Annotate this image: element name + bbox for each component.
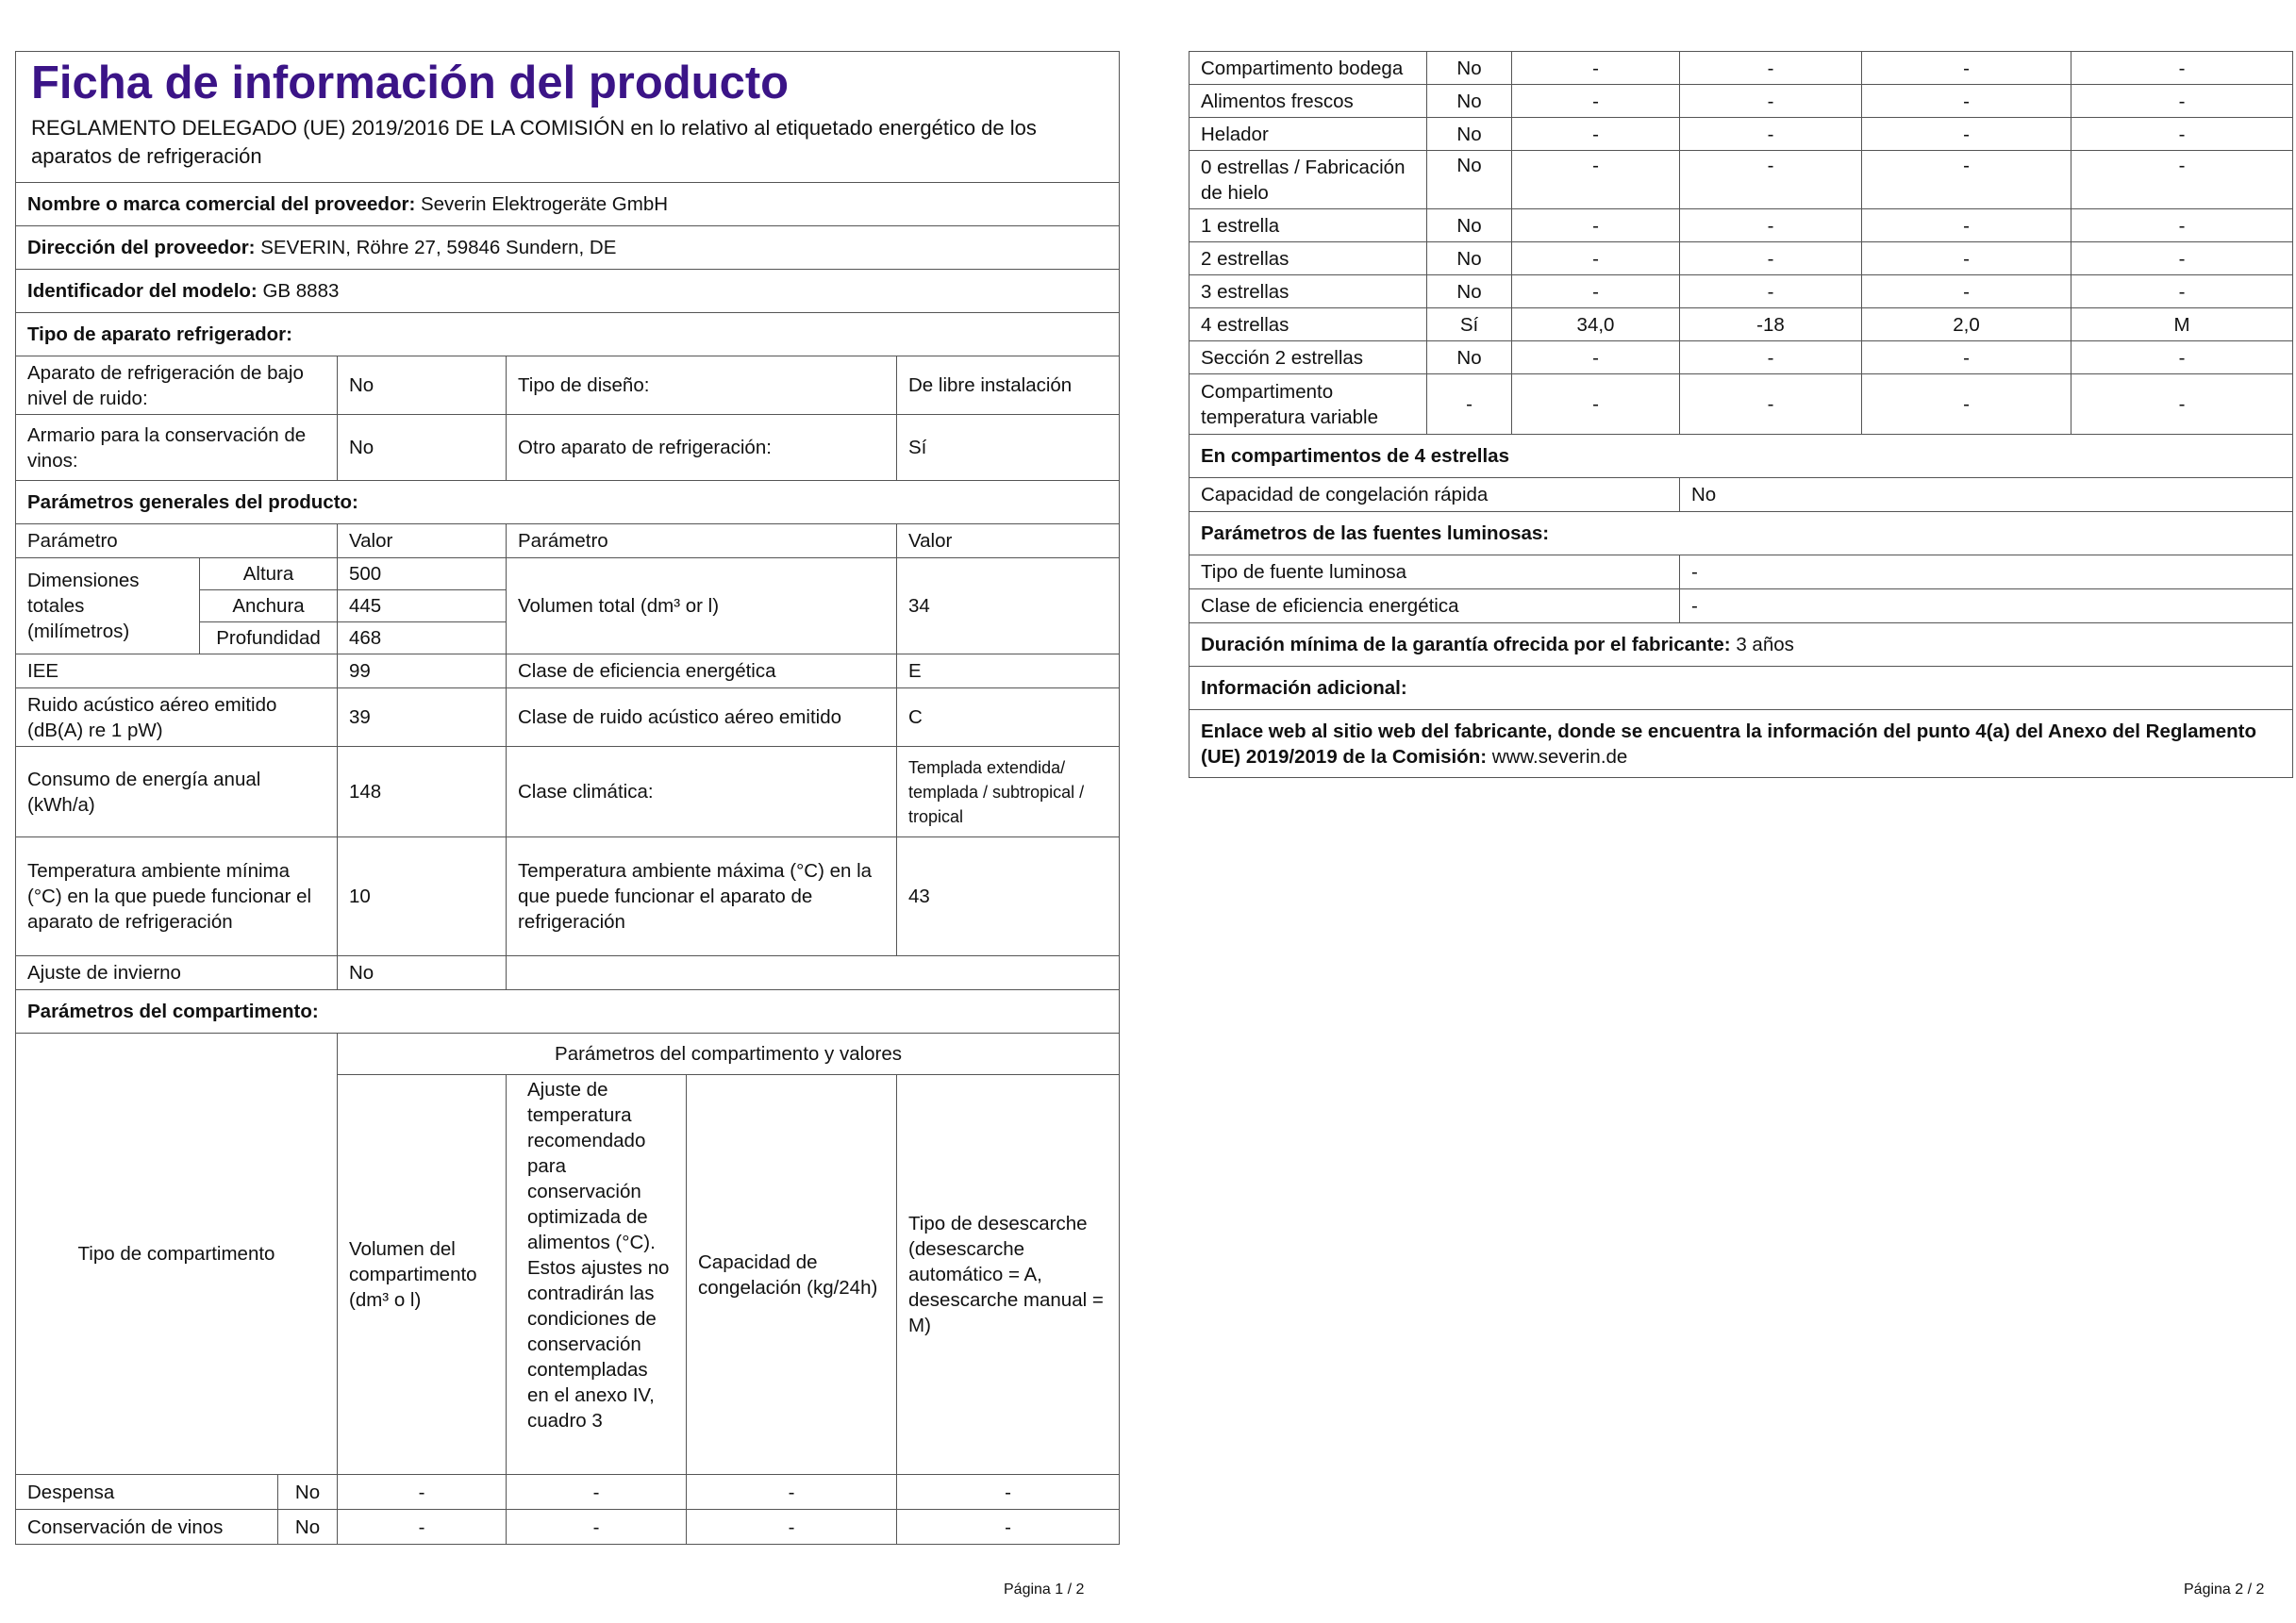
general-params-heading: Parámetros generales del producto: xyxy=(16,481,1120,524)
row-defrost: - xyxy=(2071,209,2293,242)
row-volume: - xyxy=(338,1475,507,1510)
row-temp: - xyxy=(1680,52,1862,85)
row-present: - xyxy=(1427,374,1512,435)
param-header: Parámetro xyxy=(16,524,338,558)
additional-info-heading: Información adicional: xyxy=(1190,667,2293,710)
row-name: Sección 2 estrellas xyxy=(1190,341,1427,374)
value-header-2: Valor xyxy=(897,524,1120,558)
noise-value: 39 xyxy=(338,688,507,747)
row-defrost: - xyxy=(2071,374,2293,435)
fast-freeze-label: Capacidad de congelación rápida xyxy=(1190,478,1680,512)
volume-label: Volumen total (dm³ or l) xyxy=(507,558,897,654)
compartment-values-header: Parámetros del compartimento y valores xyxy=(338,1034,1120,1075)
design-type-label: Tipo de diseño: xyxy=(507,356,897,415)
row-freeze: - xyxy=(1862,85,2071,118)
table-row xyxy=(16,1475,1120,1510)
row-temp: - xyxy=(1680,275,1862,308)
supplier-row xyxy=(16,183,1120,226)
light-source-heading: Parámetros de las fuentes luminosas: xyxy=(1190,512,2293,555)
row-temp: - xyxy=(1680,209,1862,242)
row-freeze: - xyxy=(1862,341,2071,374)
row-temp: - xyxy=(1680,242,1862,275)
row-name: Compartimento bodega xyxy=(1190,52,1427,85)
fast-freeze-value: No xyxy=(1680,478,2293,512)
product-info-table xyxy=(15,51,1120,1545)
row-present: No xyxy=(1427,118,1512,151)
row-name: Helador xyxy=(1190,118,1427,151)
row-defrost: - xyxy=(2071,341,2293,374)
value-header: Valor xyxy=(338,524,507,558)
model-row xyxy=(16,270,1120,313)
four-star-heading: En compartimentos de 4 estrellas xyxy=(1190,435,2293,478)
row-name: Compartimento temperatura variable xyxy=(1190,374,1427,435)
row-freeze: - xyxy=(1862,275,2071,308)
wine-cabinet-value: No xyxy=(338,415,507,481)
width-value: 445 xyxy=(338,590,507,622)
depth-label: Profundidad xyxy=(200,622,338,654)
consumption-value: 148 xyxy=(338,747,507,837)
appliance-type-heading: Tipo de aparato refrigerador: xyxy=(16,313,1120,356)
table-row xyxy=(16,1510,1120,1545)
row-defrost: M xyxy=(2071,308,2293,341)
table-row xyxy=(1190,151,2293,209)
low-noise-value: No xyxy=(338,356,507,415)
row-defrost: - xyxy=(897,1510,1120,1545)
row-defrost: - xyxy=(897,1475,1120,1510)
height-value: 500 xyxy=(338,558,507,590)
row-present: No xyxy=(1427,85,1512,118)
energy-class-label: Clase de eficiencia energética xyxy=(507,654,897,688)
max-temp-value: 43 xyxy=(897,837,1120,956)
row-present: Sí xyxy=(1427,308,1512,341)
other-appliance-label: Otro aparato de refrigeración: xyxy=(507,415,897,481)
row-temp: - xyxy=(1680,151,1862,209)
row-volume: 34,0 xyxy=(1512,308,1680,341)
consumption-label: Consumo de energía anual (kWh/a) xyxy=(16,747,338,837)
row-temp: - xyxy=(1680,341,1862,374)
warranty-row xyxy=(1190,623,2293,667)
noise-class-label: Clase de ruido acústico aéreo emitido xyxy=(507,688,897,747)
compartment-type-header: Tipo de compartimento xyxy=(16,1034,338,1475)
row-volume: - xyxy=(1512,242,1680,275)
page-title: Ficha de información del producto xyxy=(16,52,1120,111)
row-freeze: - xyxy=(1862,374,2071,435)
row-defrost: - xyxy=(2071,151,2293,209)
row-volume: - xyxy=(1512,118,1680,151)
row-temp: - xyxy=(1680,85,1862,118)
row-temp: -18 xyxy=(1680,308,1862,341)
dimensions-label: Dimensiones totales (milímetros) xyxy=(16,558,200,654)
weblink-row xyxy=(1190,710,2293,778)
row-present: No xyxy=(1427,209,1512,242)
row-freeze: - xyxy=(1862,209,2071,242)
table-row xyxy=(1190,118,2293,151)
table-row xyxy=(1190,242,2293,275)
row-present: No xyxy=(294,1481,321,1503)
noise-class-value: C xyxy=(897,688,1120,747)
row-present: No xyxy=(1427,275,1512,308)
address-value: SEVERIN, Röhre 27, 59846 Sundern, DE xyxy=(260,237,617,258)
depth-value: 468 xyxy=(338,622,507,654)
row-freeze: - xyxy=(687,1475,897,1510)
volume-value: 34 xyxy=(897,558,1120,654)
noise-label: Ruido acústico aéreo emitido (dB(A) re 1 pW) xyxy=(16,688,338,747)
row-volume: - xyxy=(338,1510,507,1545)
row-volume: - xyxy=(1512,341,1680,374)
warranty-label: Duración mínima de la garantía ofrecida por el fabricante: xyxy=(1201,634,1731,655)
col-temp-header: Ajuste de temperatura recomendado para conservación optimizada de alimentos (°C). Estos ajustes no contradirán las condiciones de conservación contempladas en el anexo IV, cuadro 3 xyxy=(507,1075,687,1475)
max-temp-label: Temperatura ambiente máxima (°C) en la que puede funcionar el aparato de refrigeración xyxy=(507,837,897,956)
light-type-label: Tipo de fuente luminosa xyxy=(1190,555,1680,589)
row-volume: - xyxy=(1512,209,1680,242)
param-header-2: Parámetro xyxy=(507,524,897,558)
climate-class-label: Clase climática: xyxy=(507,747,897,837)
row-temp: - xyxy=(507,1475,687,1510)
row-freeze: - xyxy=(1862,52,2071,85)
table-row xyxy=(1190,52,2293,85)
low-noise-label: Aparato de refrigeración de bajo nivel de ruido: xyxy=(16,356,338,415)
address-row xyxy=(16,226,1120,270)
row-volume: - xyxy=(1512,151,1680,209)
row-name: 4 estrellas xyxy=(1190,308,1427,341)
row-present: No xyxy=(1427,242,1512,275)
page-number: Página 1 / 2 xyxy=(1004,1582,1085,1598)
col-freeze-header: Capacidad de congelación (kg/24h) xyxy=(687,1075,897,1475)
row-freeze: - xyxy=(1862,151,2071,209)
table-row xyxy=(1190,275,2293,308)
model-value: GB 8883 xyxy=(262,280,340,302)
row-defrost: - xyxy=(2071,118,2293,151)
winter-value: No xyxy=(338,956,507,990)
compartment-table xyxy=(1189,51,2293,778)
supplier-label: Nombre o marca comercial del proveedor: xyxy=(27,193,416,215)
row-volume: - xyxy=(1512,374,1680,435)
height-label: Altura xyxy=(200,558,338,590)
weblink-value[interactable]: www.severin.de xyxy=(1491,745,1628,768)
row-defrost: - xyxy=(2071,52,2293,85)
row-present: No xyxy=(1427,151,1512,209)
other-appliance-value: Sí xyxy=(897,415,1120,481)
row-present: No xyxy=(1427,52,1512,85)
empty-cell xyxy=(507,956,1120,990)
row-name: 2 estrellas xyxy=(1190,242,1427,275)
light-class-value: - xyxy=(1680,589,2293,623)
row-freeze: - xyxy=(1862,118,2071,151)
row-name: 1 estrella xyxy=(1190,209,1427,242)
width-label: Anchura xyxy=(200,590,338,622)
row-freeze: - xyxy=(687,1510,897,1545)
row-temp: - xyxy=(1680,374,1862,435)
row-name: 3 estrellas xyxy=(1190,275,1427,308)
row-temp: - xyxy=(507,1510,687,1545)
min-temp-label: Temperatura ambiente mínima (°C) en la que puede funcionar el aparato de refrigeración xyxy=(16,837,338,956)
row-name: Despensa xyxy=(16,1475,278,1509)
row-present: No xyxy=(294,1515,321,1538)
row-defrost: - xyxy=(2071,242,2293,275)
row-volume: - xyxy=(1512,275,1680,308)
light-type-value: - xyxy=(1680,555,2293,589)
row-volume: - xyxy=(1512,85,1680,118)
page-2 xyxy=(1148,0,2296,1623)
row-freeze: - xyxy=(1862,242,2071,275)
col-defrost-header: Tipo de desescarche (desescarche automático = A, desescarche manual = M) xyxy=(897,1075,1120,1475)
energy-class-value: E xyxy=(897,654,1120,688)
row-temp: - xyxy=(1680,118,1862,151)
row-name: 0 estrellas / Fabricación de hielo xyxy=(1190,151,1427,209)
table-row xyxy=(1190,374,2293,435)
regulation-subtitle: REGLAMENTO DELEGADO (UE) 2019/2016 DE LA COMISIÓN en lo relativo al etiquetado energético de los aparatos de refrigeración xyxy=(16,110,1120,183)
model-label: Identificador del modelo: xyxy=(27,280,258,302)
address-label: Dirección del proveedor: xyxy=(27,237,256,258)
winter-label: Ajuste de invierno xyxy=(16,956,338,990)
row-name: Conservación de vinos xyxy=(16,1510,278,1544)
weblink-label: Enlace web al sitio web del fabricante, donde se encuentra la información del punto 4(a) del Anexo del Reglamento (UE) 2019/2019 de la Comisión: xyxy=(1201,720,2257,768)
col-volume-header: Volumen del compartimento (dm³ o l) xyxy=(338,1075,507,1475)
row-volume: - xyxy=(1512,52,1680,85)
warranty-value: 3 años xyxy=(1736,634,1794,655)
design-type-value: De libre instalación xyxy=(897,356,1120,415)
climate-class-value: Templada extendida/ templada / subtropical / tropical xyxy=(897,747,1120,837)
row-freeze: 2,0 xyxy=(1862,308,2071,341)
table-row xyxy=(1190,85,2293,118)
compartment-params-heading: Parámetros del compartimento: xyxy=(16,990,1120,1034)
row-defrost: - xyxy=(2071,275,2293,308)
light-class-label: Clase de eficiencia energética xyxy=(1190,589,1680,623)
row-present: No xyxy=(1427,341,1512,374)
row-defrost: - xyxy=(2071,85,2293,118)
min-temp-value: 10 xyxy=(338,837,507,956)
table-row xyxy=(1190,341,2293,374)
table-row xyxy=(1190,209,2293,242)
iee-label: IEE xyxy=(16,654,338,688)
row-name: Alimentos frescos xyxy=(1190,85,1427,118)
table-row xyxy=(1190,308,2293,341)
page-number: Página 2 / 2 xyxy=(2184,1582,2265,1598)
wine-cabinet-label: Armario para la conservación de vinos: xyxy=(16,415,338,481)
supplier-value: Severin Elektrogeräte GmbH xyxy=(420,193,669,215)
iee-value: 99 xyxy=(338,654,507,688)
